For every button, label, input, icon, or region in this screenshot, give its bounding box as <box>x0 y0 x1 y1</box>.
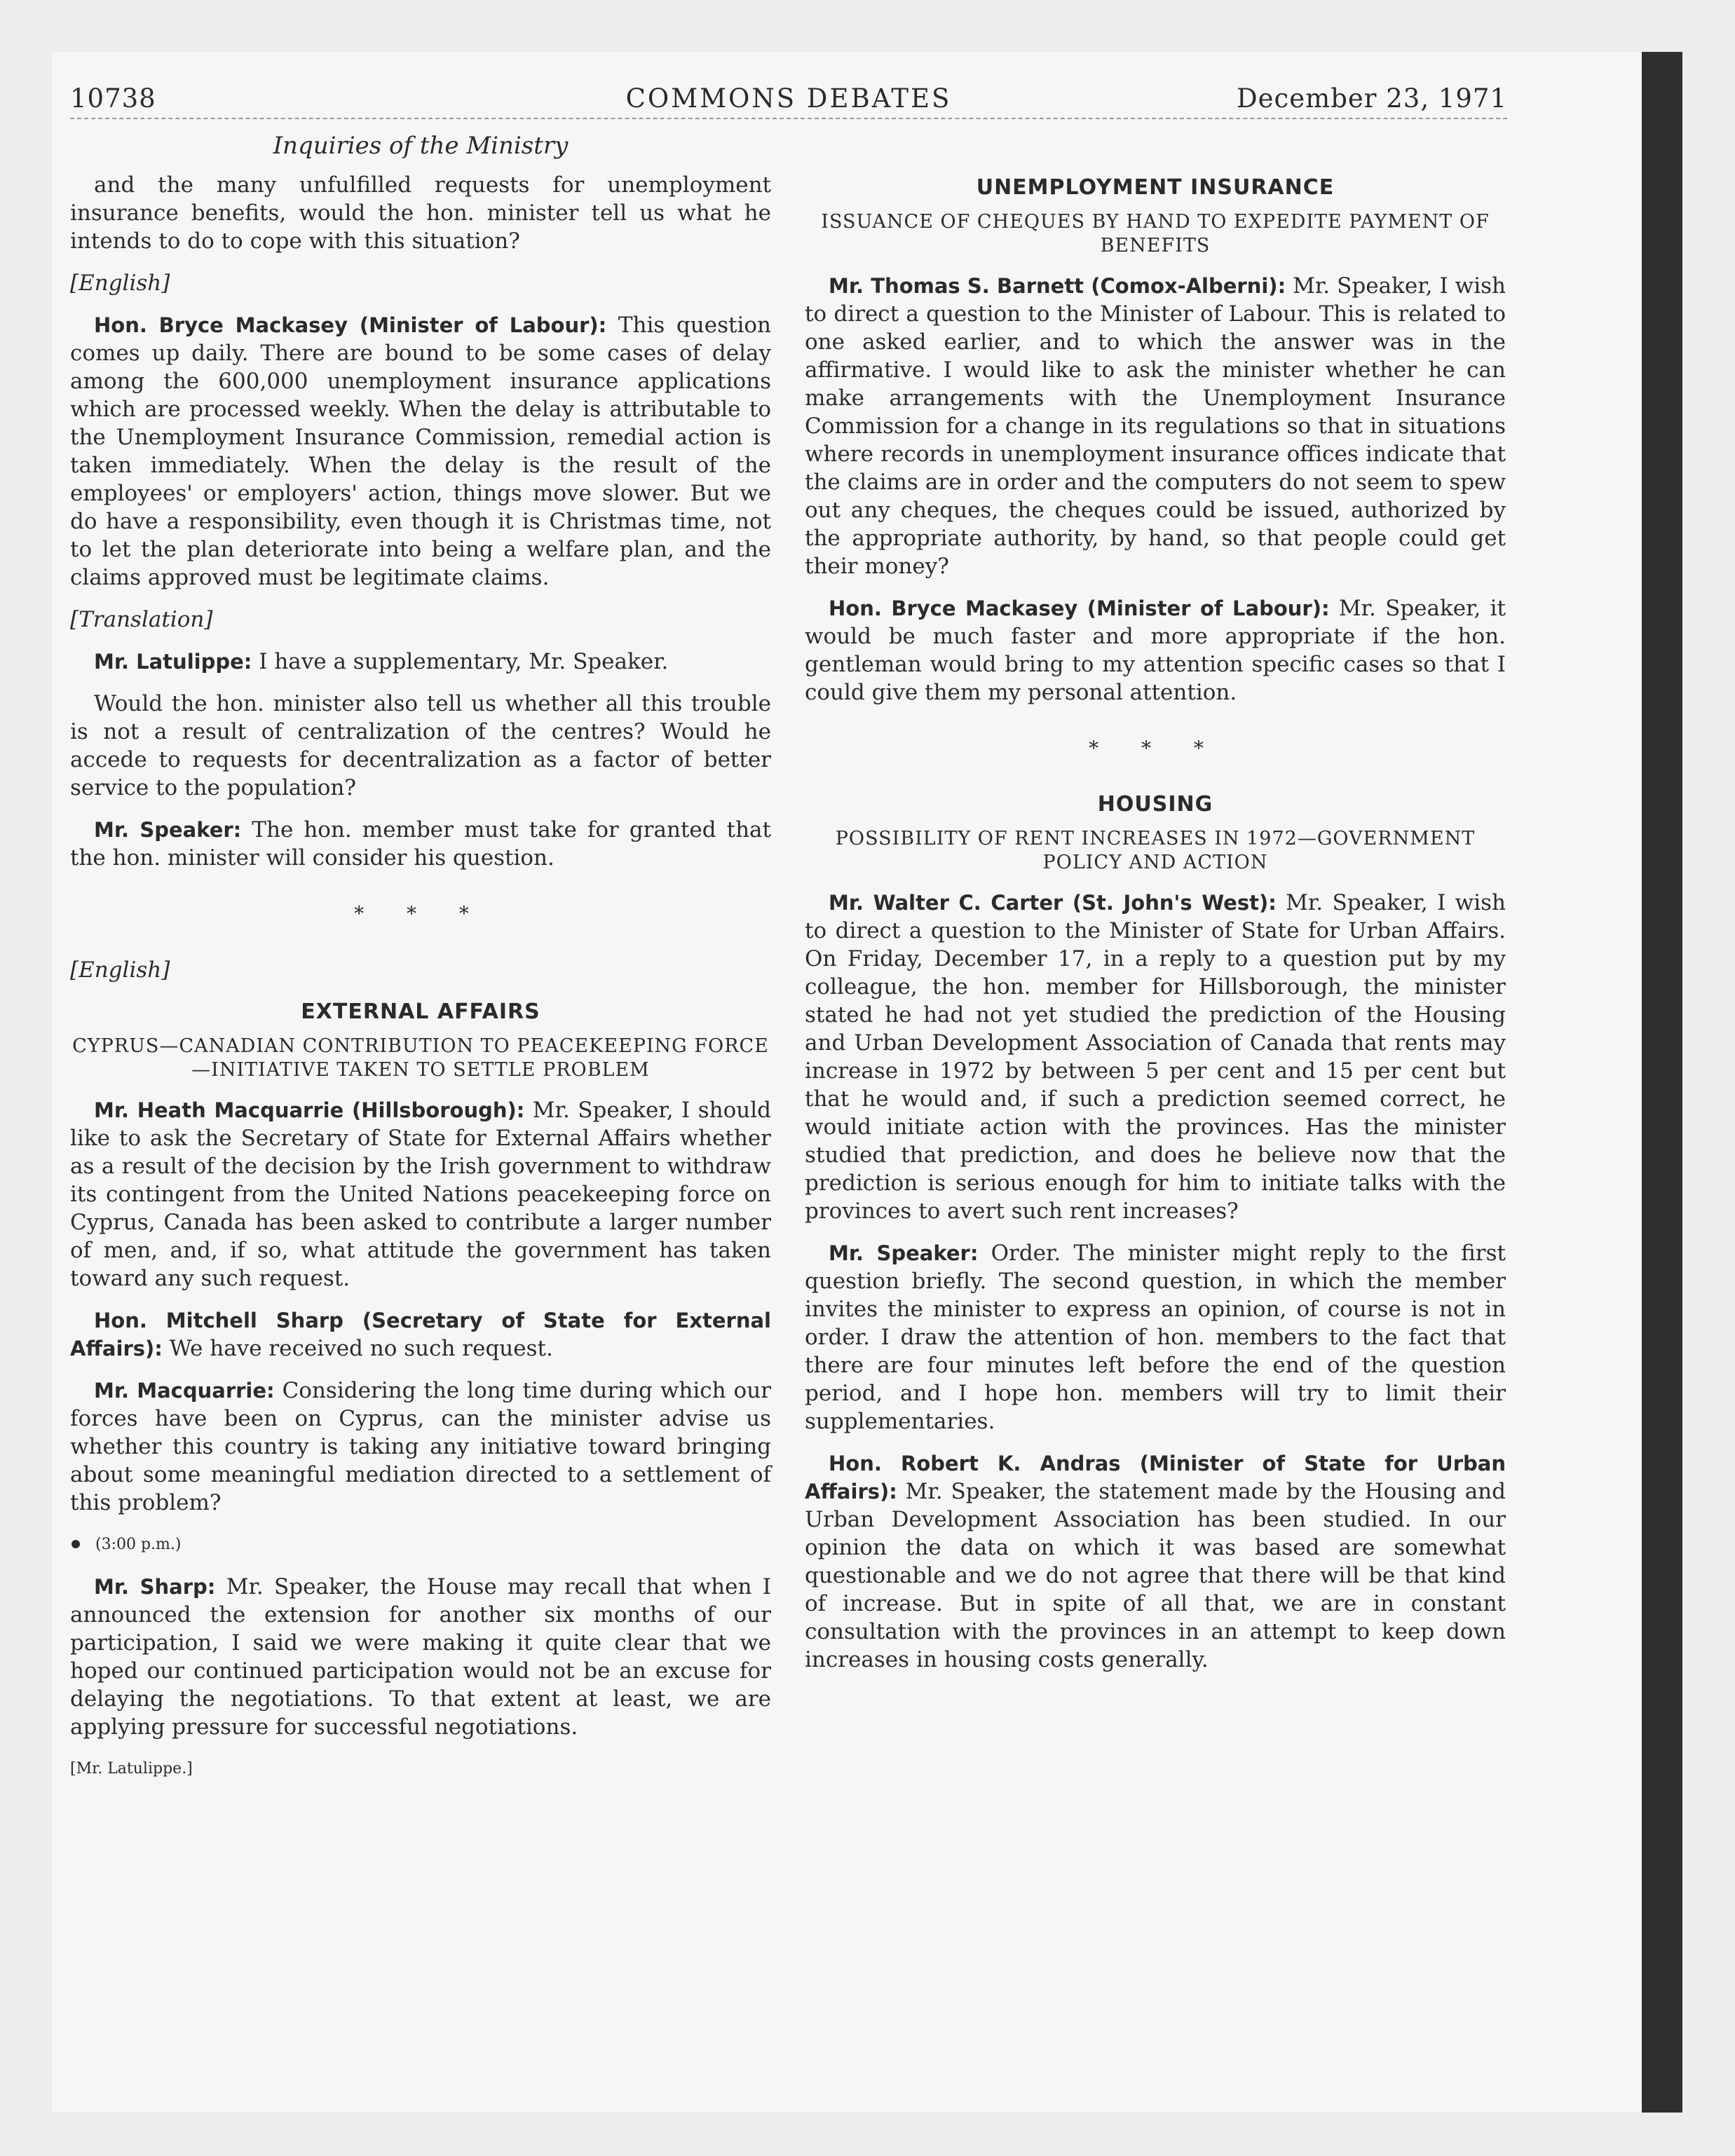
speaker-name: Mr. Speaker: <box>829 1241 979 1265</box>
speaker-name: Mr. Speaker: <box>94 818 242 842</box>
speech <box>70 816 771 872</box>
speech <box>805 594 1506 707</box>
speaker-name: Mr. Latulippe: <box>94 650 252 674</box>
language-tag: [English] <box>70 271 170 296</box>
right-column <box>805 174 1506 1688</box>
speech <box>70 648 771 676</box>
time-text: (3:00 p.m.) <box>95 1536 182 1553</box>
speaker-name: Mr. Thomas S. Barnett (Comox-Alberni): <box>829 274 1286 298</box>
speech-text: Mr. Speaker, it would be much faster and more appropriate if the hon. gentleman would bring to my attention specific cases so that I could give them my personal attention. <box>805 596 1506 705</box>
paragraph: Would the hon. minister also tell us whether all this trouble is not a result of centralization of the centres? Would he accede to requests for decentralization as a factor of better service to the population? <box>70 691 771 800</box>
speech <box>70 1573 771 1741</box>
section-separator: * * * <box>354 902 487 925</box>
section-subheading: POSSIBILITY OF RENT INCREASES IN 1972—GOVERNMENT POLICY AND ACTION <box>835 828 1476 873</box>
page-header <box>70 83 1507 119</box>
speaker-name: Mr. Macquarrie: <box>94 1379 275 1403</box>
speaker-name: Hon. Bryce Mackasey (Minister of Labour): <box>94 313 607 337</box>
speech-text: Mr. Speaker, I wish to direct a question to the Minister of State for Urban Affairs. On Friday, December 17, in a reply to a question put by my colleague, the hon. member for Hillsborough, the minister stated he had not yet studied the prediction of the Housing and Urban Development Association of Canada that rents may increase in 1972 by between 5 per cent and 15 per cent but that he would and, if such a prediction seemed correct, he would initiate action with the provinces. Has the minister studied that prediction, and does he believe now that the prediction is serious enough for him to initiate talks with the provinces to avert such rent increases? <box>805 890 1506 1224</box>
speech <box>70 1096 771 1292</box>
language-tag: [Translation] <box>70 607 213 632</box>
left-column <box>70 171 771 1783</box>
speech-text: Order. The minister might reply to the first question briefly. The second question, in which the member invites the minister to express an opinion, of course is not in order. I draw the attention of hon. members to the fact that there are four minutes left before the end of the question period, and I hope hon. members will try to limit their supplementaries. <box>805 1241 1506 1434</box>
speech <box>805 272 1506 580</box>
section-subheading: ISSUANCE OF CHEQUES BY HAND TO EXPEDITE PAYMENT OF BENEFITS <box>821 211 1490 257</box>
speech <box>70 1377 771 1517</box>
speech <box>805 889 1506 1225</box>
binding-edge <box>1642 52 1682 2113</box>
publication-title: COMMONS DEBATES <box>625 83 952 114</box>
speech-text: Mr. Speaker, I should like to ask the Secretary of State for External Affairs whether as a result of the decision by the Irish government to withdraw its contingent from the United Nations peacekeeping force on Cyprus, Canada has been asked to contribute a larger number of men, and, if so, what attitude the government has taken toward any such request. <box>70 1098 771 1291</box>
page-number: 10738 <box>70 83 156 114</box>
speech-text: We have received no such request. <box>162 1336 553 1361</box>
time-stamp <box>70 1531 771 1559</box>
speaker-name: Hon. Bryce Mackasey (Minister of Labour): <box>829 596 1330 620</box>
speech <box>70 311 771 592</box>
speech-text: The hon. member must take for granted that the hon. minister will consider his question. <box>70 817 771 871</box>
speaker-name: Mr. Walter C. Carter (St. John's West): <box>829 891 1277 915</box>
speech-text: Mr. Speaker, I wish to direct a question to the Minister of Labour. This is related to one asked earlier, and to which the answer was in the affirmative. I would like to ask the minister whether he can make arrangements with the Unemployment Insurance Commission for a change in its regulations so that in situations where records in unemployment insurance offices indicate that the claims are in order and the computers do not seem to spew out any cheques, the cheques could be issued, authorized by the appropriate authority, by hand, so that people could get their money? <box>805 273 1506 579</box>
section-heading: HOUSING <box>1097 792 1213 817</box>
running-head: Inquiries of the Ministry <box>273 132 569 160</box>
section-separator: * * * <box>1089 737 1222 760</box>
section-heading: EXTERNAL AFFAIRS <box>301 999 540 1024</box>
paragraph: and the many unfulfilled requests for unemployment insurance benefits, would the hon. minister tell us what he intends to do to cope with this situation? <box>70 172 771 254</box>
language-tag: [English] <box>70 957 170 983</box>
speech <box>805 1449 1506 1674</box>
page-date: December 23, 1971 <box>1236 83 1507 114</box>
speaker-name: Hon. Robert K. Andras (Minister of State for Urban Affairs): <box>805 1452 1506 1503</box>
speech <box>805 1239 1506 1435</box>
speech <box>70 1306 771 1363</box>
speech-text: I have a supplementary, Mr. Speaker. <box>252 649 669 674</box>
speech-text: Considering the long time during which our forces have been on Cyprus, can the minister advise us whether this country is taking any initiative toward bringing about some meaningful mediation directed to a settlement of this problem? <box>70 1378 771 1515</box>
speaker-name: Mr. Heath Macquarrie (Hillsborough): <box>94 1098 525 1122</box>
speech-text: This question comes up daily. There are bound to be some cases of delay among the 600,000 unemployment insurance applications which are processed weekly. When the delay is attributable to the Unemployment Insurance Commission, remedial action is taken immediately. When the delay is the result of the employees' or employers' action, things move slower. But we do have a responsibility, even though it is Christmas time, not to let the plan deteriorate into being a welfare plan, and the claims approved must be legitimate claims. <box>70 313 771 590</box>
section-heading: UNEMPLOYMENT INSURANCE <box>976 175 1335 200</box>
speaker-name: Mr. Sharp: <box>94 1575 216 1599</box>
speech-text: Mr. Speaker, the statement made by the Housing and Urban Development Association has been studied. In our opinion the data on which it was based are somewhat questionable and we do not agree that there will be that kind of increase. But in spite of all that, we are in constant consultation with the provinces in an attempt to keep down increases in housing costs generally. <box>805 1479 1506 1672</box>
bullet-icon <box>72 1540 80 1548</box>
speaker-name: Hon. Mitchell Sharp (Secretary of State for External Affairs): <box>70 1309 771 1360</box>
speech-text: Mr. Speaker, the House may recall that when I announced the extension for another six months of our participation, I said we were making it quite clear that we hoped our continued participation would not be an excuse for delaying the negotiations. To that extent at least, we are applying pressure for successful negotiations. <box>70 1574 771 1740</box>
section-subheading: CYPRUS—CANADIAN CONTRIBUTION TO PEACEKEEPING FORCE—INITIATIVE TAKEN TO SETTLE PROBLEM <box>72 1035 769 1081</box>
footer-attribution: [Mr. Latulippe.] <box>70 1760 193 1778</box>
